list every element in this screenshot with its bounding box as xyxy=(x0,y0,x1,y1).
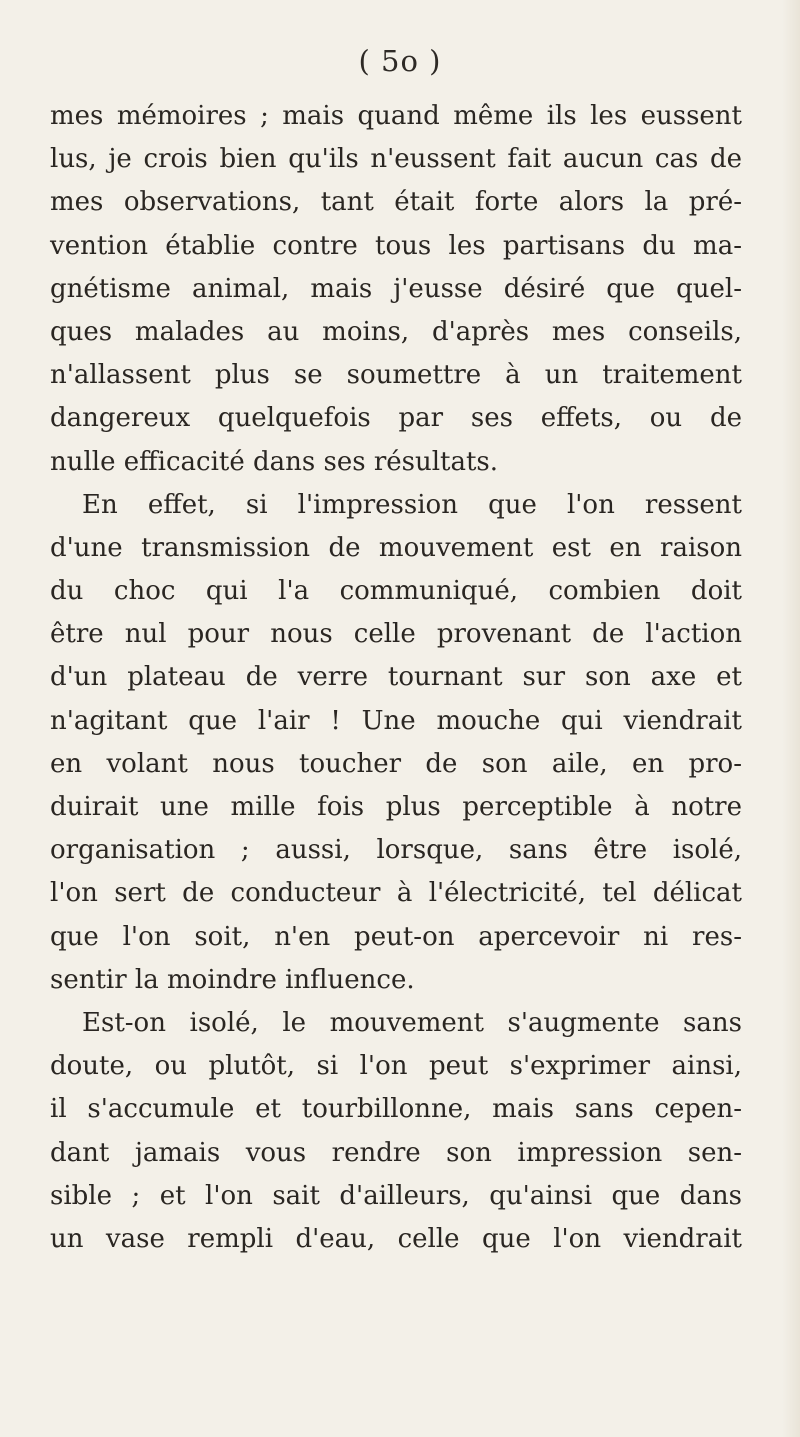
page-edge xyxy=(782,0,800,1437)
text-line: il s'accumule et tourbillonne, mais sans cepen- xyxy=(50,1094,742,1125)
text-line: dant jamais vous rendre son impression sen- xyxy=(50,1137,742,1168)
text-line: En effet, si l'impression que l'on ressent xyxy=(82,489,742,520)
text-line: duirait une mille fois plus perceptible à notre xyxy=(50,792,742,822)
text-line: que l'on soit, n'en peut-on apercevoir ni res- xyxy=(50,921,742,952)
text-line: d'un plateau de verre tournant sur son axe et xyxy=(50,662,742,693)
text-line: dangereux quelquefois par ses effets, ou de xyxy=(50,403,742,434)
text-line: vention établie contre tous les partisans du ma- xyxy=(50,230,742,261)
text-line: n'agitant que l'air ! Une mouche qui viendrait xyxy=(50,705,742,736)
text-line: en volant nous toucher de son aile, en pro- xyxy=(50,748,742,779)
text-line: sible ; et l'on sait d'ailleurs, qu'ainsi que dans xyxy=(50,1180,742,1211)
page-text xyxy=(50,95,742,1261)
text-line: ques malades au moins, d'après mes conseils, xyxy=(50,316,742,347)
text-line: un vase rempli d'eau, celle que l'on viendrait xyxy=(50,1223,742,1254)
text-line: être nul pour nous celle provenant de l'action xyxy=(50,619,742,650)
text-line: lus, je crois bien qu'ils n'eussent fait aucun cas de xyxy=(50,144,742,175)
text-line: gnétisme animal, mais j'eusse désiré que quel- xyxy=(50,273,742,304)
text-line: Est-on isolé, le mouvement s'augmente sans xyxy=(82,1007,742,1038)
text-line: n'allassent plus se soumettre à un traitement xyxy=(50,360,742,391)
text-line: doute, ou plutôt, si l'on peut s'exprimer ainsi, xyxy=(50,1051,742,1082)
text-line: l'on sert de conducteur à l'électricité, tel délicat xyxy=(50,878,742,909)
text-line: organisation ; aussi, lorsque, sans être isolé, xyxy=(50,835,742,866)
text-line: du choc qui l'a communiqué, combien doit xyxy=(50,576,742,607)
text-line: mes mémoires ; mais quand même ils les eussent xyxy=(50,101,742,131)
page-number: ( 5o ) xyxy=(358,44,442,78)
text-line: nulle efficacité dans ses résultats. xyxy=(50,446,499,477)
text-line: d'une transmission de mouvement est en raison xyxy=(50,532,742,563)
text-line: mes observations, tant était forte alors la pré- xyxy=(50,187,742,218)
text-line: sentir la moindre influence. xyxy=(50,964,415,995)
